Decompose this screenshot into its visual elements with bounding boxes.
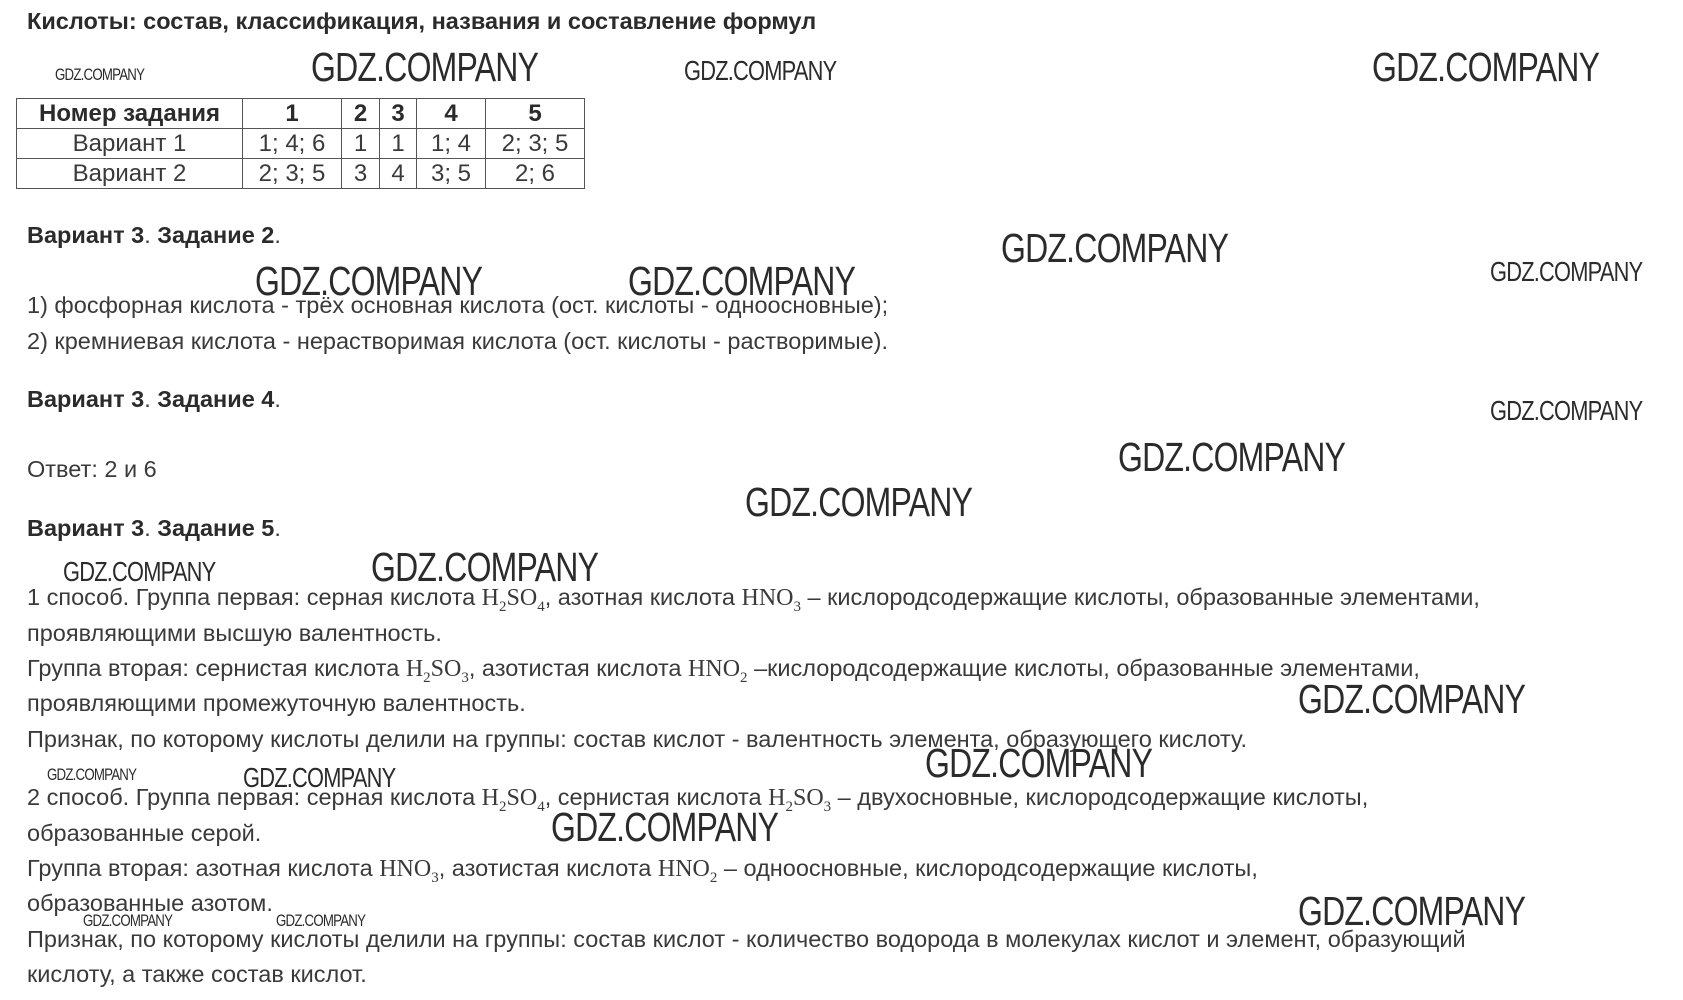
watermark: GDZ.COMPANY [371, 544, 599, 590]
method1-line-5: Признак, по которому кислоты делили на группы: состав кислот - валентность элемента, образующего кислоту. [27, 726, 1247, 752]
method2-line-1 [27, 784, 1368, 816]
table-cell: 1 [342, 129, 380, 159]
table-cell: 2; 3; 5 [486, 129, 585, 159]
text: , азотистая кислота [438, 855, 658, 881]
method1-line-2: проявляющими высшую валентность. [27, 620, 442, 646]
formula-hno2: $HNO_2$ [657, 856, 718, 886]
method2-line-5: Признак, по которому кислоты делили на группы: состав кислот - количество водорода в молекулах кислот и элемент, образующий [27, 926, 1466, 952]
watermark: GDZ.COMPANY [276, 911, 366, 930]
answers-table [16, 98, 585, 189]
watermark: GDZ.COMPANY [1298, 888, 1526, 934]
formula-hno2: $HNO_2$ [688, 656, 748, 686]
table-cell: 4 [380, 159, 417, 189]
page-title: Кислоты: состав, классификация, названия и составление формул [27, 8, 817, 34]
task2-line-1: 1) фосфорная кислота - трёх основная кислота (ост. кислоты - одноосновные); [27, 292, 889, 318]
method1-line-4: проявляющими промежуточную валентность. [27, 690, 526, 716]
table-cell: 2; 3; 5 [243, 159, 342, 189]
task2-line-2: 2) кремниевая кислота - нерастворимая кислота (ост. кислоты - растворимые). [27, 328, 889, 354]
text: , сернистая кислота [544, 784, 769, 810]
method2-line-3 [27, 855, 1258, 887]
task-label: Задание 4 [157, 386, 275, 412]
text: –кислородсодержащие кислоты, образованные элементами, [747, 655, 1420, 681]
watermark: GDZ.COMPANY [745, 479, 973, 525]
text: Группа вторая: сернистая кислота [27, 655, 406, 681]
watermark: GDZ.COMPANY [55, 65, 145, 84]
method1-line-3 [27, 655, 1420, 687]
watermark: GDZ.COMPANY [551, 804, 779, 850]
method2-line-4: образованные азотом. [27, 890, 273, 916]
watermark: GDZ.COMPANY [255, 258, 483, 304]
table-cell: 2; 6 [486, 159, 585, 189]
text: 2 способ. Группа первая: серная кислота [27, 784, 482, 810]
method2-line-2: образованные серой. [27, 820, 262, 846]
formula-h2so4: $H_2SO_4$ [481, 785, 545, 815]
table-header-cell: 3 [380, 99, 417, 129]
table-cell: Вариант 1 [17, 129, 243, 159]
watermark: GDZ.COMPANY [684, 55, 837, 86]
watermark: GDZ.COMPANY [1490, 256, 1643, 287]
watermark: GDZ.COMPANY [63, 556, 216, 587]
task-label: Задание 5 [157, 515, 275, 541]
variant-label: Вариант 3 [27, 386, 145, 412]
watermark: GDZ.COMPANY [1001, 225, 1229, 271]
text: – двухосновные, кислородсодержащие кислоты, [831, 784, 1369, 810]
table-cell: Вариант 2 [17, 159, 243, 189]
table-row [17, 129, 585, 159]
text: – одноосновные, кислородсодержащие кислоты, [717, 855, 1258, 881]
formula-h2so3: $H_2SO_3$ [405, 656, 469, 686]
table-row [17, 159, 585, 189]
watermark: GDZ.COMPANY [925, 740, 1153, 786]
watermark: GDZ.COMPANY [1298, 676, 1526, 722]
table-header-cell: 1 [243, 99, 342, 129]
table-header-cell: 2 [342, 99, 380, 129]
table-header-row [17, 99, 585, 129]
table-cell: 1; 4; 6 [243, 129, 342, 159]
task4-answer: Ответ: 2 и 6 [27, 456, 157, 482]
watermark: GDZ.COMPANY [47, 765, 137, 784]
table-cell: 1 [380, 129, 417, 159]
watermark: GDZ.COMPANY [243, 762, 396, 793]
text: , азотистая кислота [468, 655, 689, 681]
watermark: GDZ.COMPANY [1490, 395, 1643, 426]
text: – кислородсодержащие кислоты, образованные элементами, [800, 584, 1480, 610]
table-cell: 3 [342, 159, 380, 189]
watermark: GDZ.COMPANY [311, 44, 539, 90]
method2-line-6: кислоту, а также состав кислот. [27, 961, 367, 987]
task-label: Задание 2 [157, 222, 275, 248]
watermark: GDZ.COMPANY [1118, 434, 1346, 480]
formula-h2so4: $H_2SO_4$ [481, 585, 545, 615]
formula-hno3: $HNO_3$ [741, 585, 801, 615]
table-cell: 1; 4 [417, 129, 486, 159]
watermark: GDZ.COMPANY [628, 258, 856, 304]
task5-heading: Вариант 3. Задание 5. [27, 515, 281, 541]
variant-label: Вариант 3 [27, 515, 145, 541]
table-header-cell: 4 [417, 99, 486, 129]
formula-hno3: $HNO_3$ [379, 856, 439, 886]
watermark: GDZ.COMPANY [83, 911, 173, 930]
watermark: GDZ.COMPANY [1372, 44, 1600, 90]
table-header-cell: 5 [486, 99, 585, 129]
formula-h2so3: $H_2SO_3$ [768, 785, 832, 815]
text: Группа вторая: азотная кислота [27, 855, 380, 881]
table-cell: 3; 5 [417, 159, 486, 189]
table-header-cell: Номер задания [17, 99, 243, 129]
task2-heading: Вариант 3. Задание 2. [27, 222, 281, 248]
method1-line-1 [27, 584, 1480, 616]
variant-label: Вариант 3 [27, 222, 145, 248]
task4-heading: Вариант 3. Задание 4. [27, 386, 281, 412]
text: 1 способ. Группа первая: серная кислота [27, 584, 482, 610]
text: , азотная кислота [544, 584, 742, 610]
